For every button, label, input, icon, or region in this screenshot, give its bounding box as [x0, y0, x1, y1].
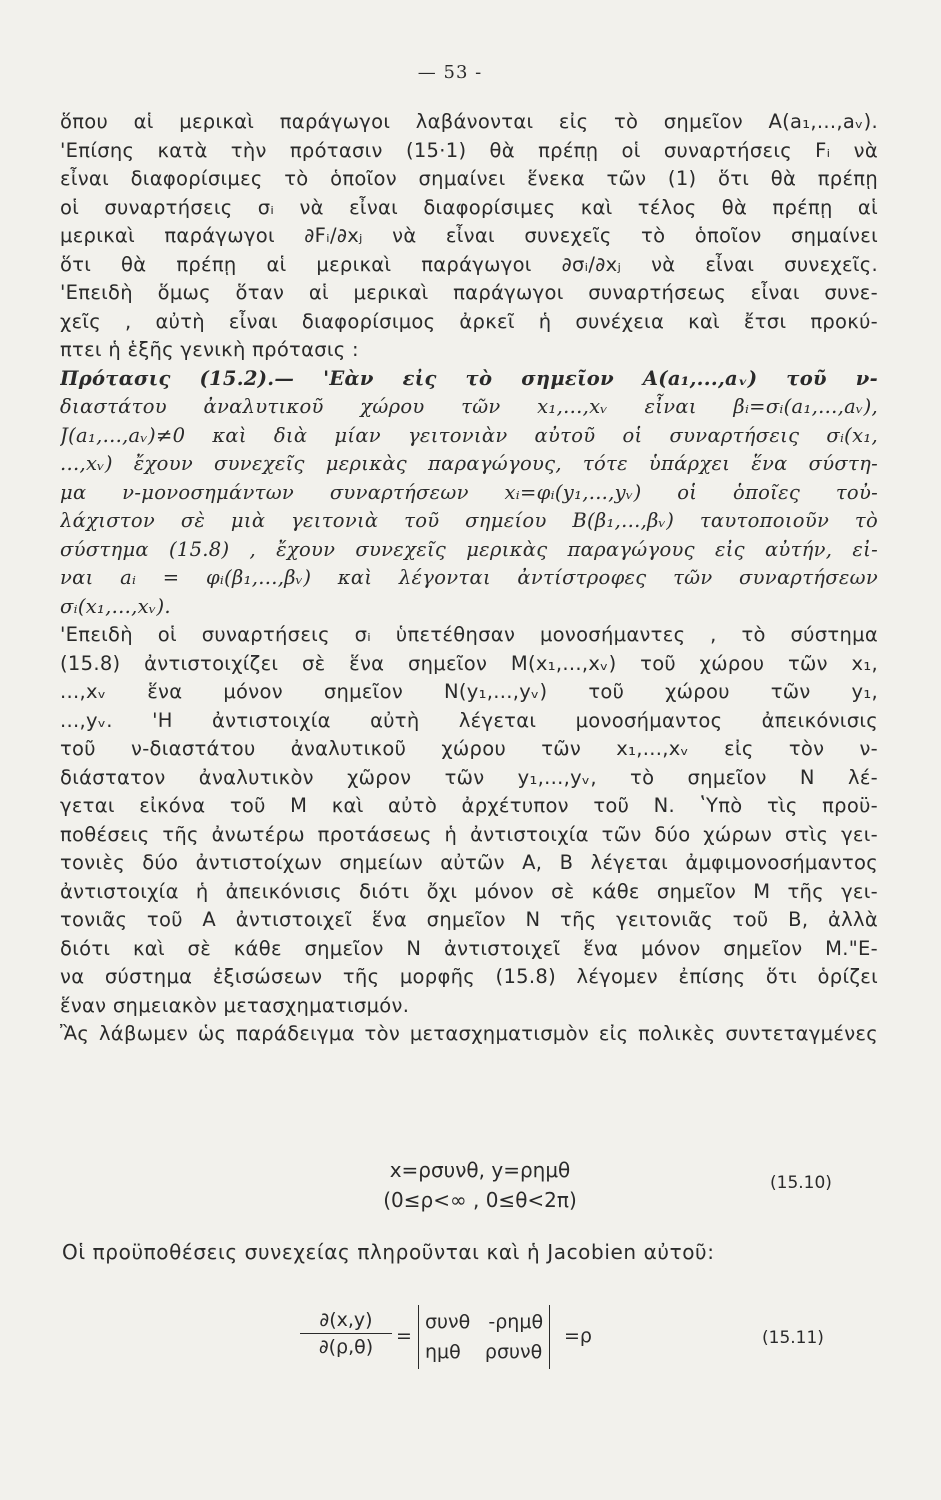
text-line: ...,yᵥ. 'Η ἀντιστοιχία αὐτὴ λέγεται μονοσήμαντος ἀπεικόνισις: [60, 708, 878, 732]
text-line: ὅπου αἱ μερικαὶ παράγωγοι λαβάνονται εἰς τὸ σημεῖον A(a₁,...,aᵥ).: [60, 110, 878, 133]
jacobian-result: =ρ: [564, 1325, 592, 1347]
text-line: λάχιστον σὲ μιὰ γειτονιὰ τοῦ σημείου B(β₁,...,βᵥ) ταυτοποιοῦν τὸ: [60, 509, 878, 532]
text-line: ὅτι θὰ πρέπῃ αἱ μερικαὶ παράγωγοι ∂σᵢ/∂xⱼ νὰ εἶναι συνεχεῖς.: [60, 252, 878, 276]
text-line: μα ν-μονοσημάντων συναρτήσεων xᵢ=φᵢ(y₁,...,yᵥ) οἱ ὁποῖες τοὐ-: [60, 480, 878, 504]
text-line: σᵢ(x₁,...,xᵥ).: [60, 594, 171, 618]
jacobian-intro: Οἱ προϋποθέσεις συνεχείας πληροῦνται καὶ ἡ Jacobien αὐτοῦ:: [62, 1240, 715, 1264]
jacobian-fraction: [300, 1309, 392, 1358]
text-line: να σύστημα ἐξισώσεων τῆς μορφῆς (15.8) λέγομεν ἐπίσης ὅτι ὁρίζει: [60, 965, 878, 988]
jacobian-equation: [300, 1305, 630, 1375]
text-line: ναι aᵢ = φᵢ(β₁,...,βᵥ) καὶ λέγονται ἀντίστροφες τῶν συναρτήσεων: [60, 566, 878, 589]
text-line: ...,xᵥ) ἔχουν συνεχεῖς μερικὰς παραγώγους, τότε ὑπάρχει ἕνα σύστη-: [60, 452, 878, 475]
text-line: ἀντιστοιχία ἡ ἀπεικόνισις διότι ὄχι μόνον σὲ κάθε σημεῖον M τῆς γει-: [60, 879, 878, 903]
text-line: τοῦ ν-διαστάτου ἀναλυτικοῦ χώρου τῶν x₁,...,xᵥ εἰς τὸν ν-: [60, 737, 878, 760]
page-number: — 53 -: [417, 62, 483, 83]
text-line: Ἂς λάβωμεν ὡς παράδειγμα τὸν μετασχηματισμὸν εἰς πολικὲς συντεταγμένες: [60, 1022, 878, 1045]
text-line: 'Επειδὴ οἱ συναρτήσεις σᵢ ὑπετέθησαν μονοσήμαντες , τὸ σύστημα: [60, 623, 878, 646]
text-line: γεται εἰκόνα τοῦ M καὶ αὐτὸ ἀρχέτυπον τοῦ N. ʽΥπὸ τὶς προϋ-: [60, 794, 878, 817]
text-line: οἱ συναρτήσεις σᵢ νὰ εἶναι διαφορίσιμες καὶ τέλος θὰ πρέπῃ αἱ: [60, 195, 878, 219]
determinant-row-2: ημθ ρσυνθ: [425, 1341, 543, 1363]
text-line: 'Επίσης κατὰ τὴν πρότασιν (15·1) θὰ πρέπῃ οἱ συναρτήσεις Fᵢ νὰ: [60, 138, 878, 162]
text-line: χεῖς , αὐτὴ εἶναι διαφορίσιμος ἀρκεῖ ἡ συνέχεια καὶ ἔτσι προκύ-: [60, 309, 878, 333]
text-line: ἕναν σημειακὸν μετασχηματισμόν.: [60, 993, 410, 1017]
equation-number-15-11: (15.11): [762, 1328, 824, 1348]
main-text: [60, 108, 878, 1049]
determinant-row-1: συνθ -ρημθ: [425, 1311, 544, 1333]
text-line: Πρότασις (15.2).— 'Εὰν εἰς τὸ σημεῖον A(a₁,...,aᵥ) τοῦ ν-: [60, 366, 878, 390]
text-line: πτει ἡ ἑξῆς γενικὴ πρότασις :: [60, 338, 359, 361]
jacobian-denominator: ∂(ρ,θ): [318, 1336, 374, 1358]
text-line: διαστάτου ἀναλυτικοῦ χώρου τῶν x₁,...,xᵥ εἶναι βᵢ=σᵢ(a₁,...,aᵥ),: [60, 395, 878, 418]
equation-polar-line-2: (0≤ρ<∞ , 0≤θ<2π): [383, 1188, 577, 1212]
text-line: J(a₁,...,aᵥ)≠0 καὶ διὰ μίαν γειτονιὰν αὐτοῦ οἱ συναρτήσεις σᵢ(x₁,: [60, 423, 878, 447]
text-line: διότι καὶ σὲ κάθε σημεῖον N ἀντιστοιχεῖ ἕνα μόνον σημεῖον M."Ε-: [60, 936, 878, 960]
equation-number-15-10: (15.10): [770, 1173, 832, 1193]
jacobian-equals: =: [396, 1325, 412, 1347]
text-line: διάστατον ἀναλυτικὸν χῶρον τῶν y₁,...,yᵥ, τὸ σημεῖον N λέ-: [60, 765, 878, 789]
jacobian-determinant: [418, 1305, 550, 1369]
jacobian-numerator: ∂(x,y): [300, 1309, 392, 1334]
text-line: εἶναι διαφορίσιμες τὸ ὁποῖον σημαίνει ἕνεκα τῶν (1) ὅτι θὰ πρέπῃ: [60, 167, 878, 190]
equation-polar: [300, 1155, 660, 1215]
text-line: ποθέσεις τῆς ἀνωτέρω προτάσεως ἡ ἀντιστοιχία τῶν δύο χώρων στὶς γει-: [60, 822, 878, 846]
text-line: σύστημα (15.8) , ἔχουν συνεχεῖς μερικὰς παραγώγους εἰς αὐτήν, εἰ-: [60, 537, 878, 561]
text-line: ...,xᵥ ἕνα μόνον σημεῖον N(y₁,...,yᵥ) τοῦ χώρου τῶν y₁,: [60, 680, 878, 703]
text-line: 'Επειδὴ ὅμως ὅταν αἱ μερικαὶ παράγωγοι συναρτήσεως εἶναι συνε-: [60, 281, 878, 304]
text-line: (15.8) ἀντιστοιχίζει σὲ ἕνα σημεῖον M(x₁,...,xᵥ) τοῦ χώρου τῶν x₁,: [60, 651, 878, 675]
text-line: τονιᾶς τοῦ A ἀντιστοιχεῖ ἕνα σημεῖον N τῆς γειτονιᾶς τοῦ B, ἀλλὰ: [60, 908, 878, 931]
text-line: μερικαὶ παράγωγοι ∂Fᵢ/∂xⱼ νὰ εἶναι συνεχεῖς τὸ ὁποῖον σημαίνει: [60, 224, 878, 247]
text-line: τονιὲς δύο ἀντιστοίχων σημείων αὐτῶν A, B λέγεται ἀμφιμονοσήμαντος: [60, 851, 878, 874]
equation-polar-line-1: x=ρσυνθ, y=ρημθ: [389, 1158, 571, 1182]
